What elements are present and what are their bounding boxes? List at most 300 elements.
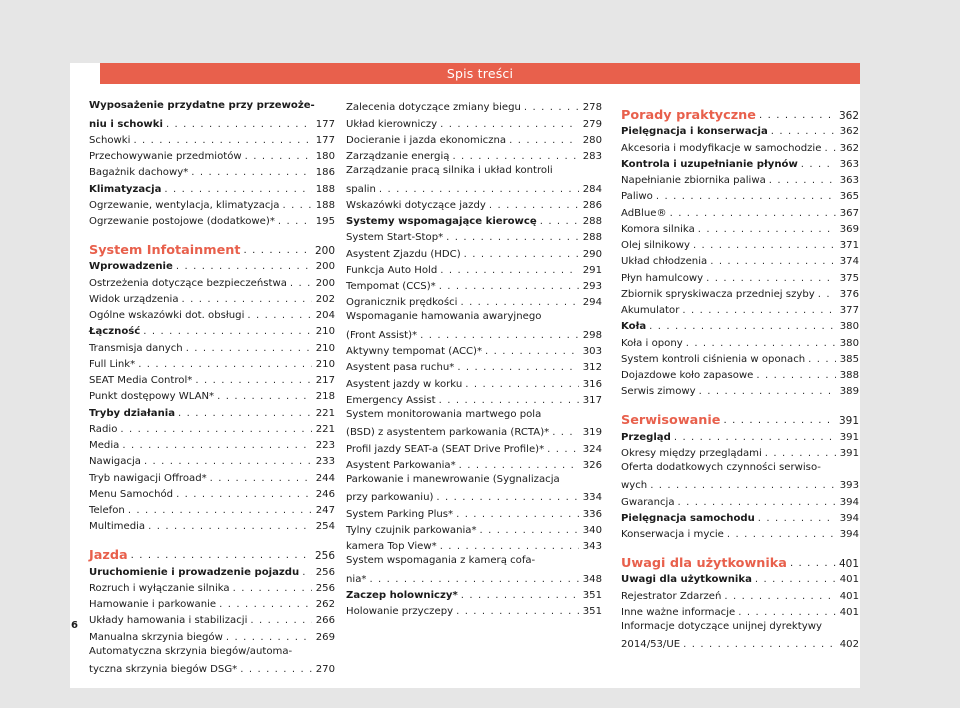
dot-leader	[379, 183, 579, 197]
toc-entry[interactable]	[346, 327, 602, 343]
toc-entry[interactable]	[621, 204, 859, 220]
toc-entry[interactable]	[346, 538, 602, 554]
toc-entry[interactable]	[89, 180, 335, 196]
toc-entry-title: Uwagi dla użytkownika	[621, 556, 787, 571]
toc-page-number: 326	[582, 459, 602, 471]
toc-entry[interactable]	[621, 493, 859, 509]
toc-entry[interactable]	[89, 453, 335, 469]
dot-leader	[186, 342, 312, 356]
toc-page-number: 290	[582, 248, 602, 260]
toc-page-number: 286	[582, 199, 602, 211]
toc-entry[interactable]	[346, 359, 602, 375]
toc-page-number: 294	[582, 297, 602, 309]
toc-section-heading[interactable]	[89, 234, 335, 258]
toc-entry-title: Wskazówki dotyczące jazdy	[346, 199, 486, 211]
dot-leader	[693, 239, 836, 253]
toc-entry[interactable]	[89, 307, 335, 323]
dot-leader	[369, 573, 579, 587]
toc-page-number: 362	[839, 142, 859, 154]
toc-entry-title: Zalecenia dotyczące zmiany biegu	[346, 102, 521, 114]
toc-page-number: 380	[839, 321, 859, 333]
toc-entry-title: (Front Assist)*	[346, 329, 418, 341]
toc-entry[interactable]	[621, 139, 859, 155]
toc-page-number: 269	[315, 631, 335, 643]
dot-leader	[439, 394, 579, 408]
toc-page-number: 389	[839, 386, 859, 398]
toc-entry[interactable]	[89, 437, 335, 453]
dot-leader	[459, 459, 579, 473]
toc-entry[interactable]	[346, 440, 602, 456]
toc-entry-title: Ogranicznik prędkości	[346, 297, 458, 309]
toc-entry[interactable]	[621, 383, 859, 399]
dot-leader	[233, 582, 312, 596]
dot-leader	[138, 358, 312, 372]
dot-leader	[182, 293, 312, 307]
toc-entry[interactable]	[621, 477, 859, 493]
dot-leader	[420, 329, 579, 343]
dot-leader	[440, 118, 579, 132]
toc-page-number: 256	[315, 582, 335, 594]
toc-entry-title: Menu Samochód	[89, 488, 174, 500]
toc-page-number: 279	[582, 118, 602, 130]
toc-entry-title: Systemy wspomagające kierowcę	[346, 216, 537, 227]
toc-entry[interactable]	[346, 570, 602, 586]
toc-page-number: 186	[315, 167, 335, 179]
toc-entry-title: kamera Top View*	[346, 541, 437, 552]
toc-page-number: 303	[582, 346, 602, 357]
toc-entry[interactable]	[89, 132, 335, 148]
dot-leader	[164, 183, 312, 197]
toc-entry-title: tyczna skrzynia biegów DSG*	[89, 664, 238, 675]
toc-entry[interactable]	[621, 286, 859, 302]
toc-page-number: 291	[582, 264, 602, 276]
toc-entry[interactable]	[346, 99, 602, 115]
toc-entry-line: System wspomagania z kamerą cofa-	[346, 555, 536, 566]
toc-entry-title: AdBlue®	[621, 207, 667, 219]
dot-leader	[210, 472, 312, 486]
toc-entry-title: niu i schowki	[89, 118, 163, 130]
toc-page-number: 223	[315, 440, 335, 451]
dot-leader	[765, 447, 836, 461]
toc-page-number: 244	[315, 472, 335, 484]
toc-entry-title: Okresy między przeglądami	[621, 447, 762, 459]
toc-entry-line: Wyposażenie przydatne przy przewoże-	[89, 100, 315, 111]
toc-page-number: 362	[838, 110, 859, 122]
toc-page-number: 188	[315, 183, 335, 195]
toc-page-number: 394	[839, 496, 859, 508]
toc-entry-title: przy parkowaniu)	[346, 492, 434, 504]
dot-leader	[674, 431, 836, 445]
dot-leader	[755, 573, 836, 587]
toc-page-number: 348	[582, 573, 602, 585]
toc-entry[interactable]	[89, 258, 335, 274]
toc-entry-title: 2014/53/UE	[621, 639, 681, 651]
toc-entry-title: Asystent pasa ruchu*	[346, 362, 455, 374]
toc-entry-title: Tylny czujnik parkowania*	[346, 524, 477, 536]
toc-column-1	[89, 99, 335, 677]
toc-entry[interactable]	[346, 180, 602, 196]
toc-entry-line: Parkowanie i manewrowanie (Sygnalizacja	[346, 473, 560, 485]
dot-leader	[122, 439, 312, 453]
dot-leader	[290, 277, 312, 291]
dot-leader	[756, 369, 836, 383]
dot-leader	[485, 345, 579, 359]
toc-entry-title: Bagażnik dachowy*	[89, 167, 189, 179]
toc-entry[interactable]	[346, 603, 602, 619]
dot-leader	[724, 590, 836, 604]
toc-entry-title: Płyn hamulcowy	[621, 272, 704, 284]
dot-leader	[240, 663, 312, 677]
dot-leader	[656, 190, 836, 204]
dot-leader	[176, 260, 312, 274]
dot-leader	[489, 199, 579, 213]
toc-page-number: 256	[314, 550, 335, 563]
toc-entry-title: Manualna skrzynia biegów	[89, 631, 223, 643]
toc-entry-title: Porady praktyczne	[621, 108, 756, 123]
toc-entry[interactable]	[89, 197, 335, 213]
toc-entry[interactable]	[346, 424, 602, 440]
toc-page-number: 210	[315, 326, 335, 338]
dot-leader	[247, 309, 312, 323]
dot-leader	[436, 491, 579, 505]
toc-page-number: 369	[839, 223, 859, 235]
toc-page-number: 391	[839, 447, 859, 459]
toc-entry[interactable]	[346, 457, 602, 473]
toc-entry[interactable]	[89, 323, 335, 339]
toc-page-number: 363	[839, 158, 859, 170]
dot-leader	[683, 638, 836, 652]
toc-entry-title: (BSD) z asystentem parkowania (RCTA)*	[346, 427, 550, 439]
toc-entry-title: Układ chłodzenia	[621, 256, 708, 268]
toc-entry-title: Ogólne wskazówki dot. obsługi	[89, 310, 245, 321]
toc-entry[interactable]	[89, 580, 335, 596]
toc-entry-title: Rozruch i wyłączanie silnika	[89, 582, 230, 594]
toc-entry-title: wych	[621, 480, 648, 492]
toc-entry-title: Schowki	[89, 134, 131, 146]
toc-entry-title: Łączność	[89, 326, 141, 338]
dot-leader	[461, 589, 579, 603]
toc-page-number: 367	[839, 207, 859, 219]
dot-leader	[133, 134, 312, 148]
toc-entry[interactable]	[621, 604, 859, 620]
toc-entry[interactable]	[89, 421, 335, 437]
toc-entry[interactable]	[346, 148, 602, 164]
toc-entry[interactable]	[346, 522, 602, 538]
toc-entry[interactable]	[89, 372, 335, 388]
toc-section-heading[interactable]	[621, 547, 859, 571]
toc-page-number: 288	[582, 232, 602, 244]
toc-page-number: 393	[839, 480, 859, 492]
toc-entry-title: Klimatyzacja	[89, 183, 162, 195]
toc-entry-title: Uwagi dla użytkownika	[621, 574, 752, 586]
toc-entry-title: Emergency Assist	[346, 394, 436, 406]
toc-entry-title: Układ kierowniczy	[346, 118, 438, 130]
dot-leader	[143, 325, 312, 339]
toc-entry[interactable]	[346, 262, 602, 278]
dot-leader	[217, 390, 312, 404]
toc-page-number: 278	[582, 102, 602, 114]
dot-leader	[699, 385, 836, 399]
toc-page-number: 195	[315, 216, 335, 227]
toc-entry[interactable]	[89, 404, 335, 420]
toc-entry-title: SEAT Media Control*	[89, 375, 193, 386]
toc-page-number: 340	[582, 524, 602, 536]
dot-leader	[771, 125, 836, 139]
dot-leader	[144, 455, 312, 469]
toc-page-number: 221	[315, 423, 335, 435]
toc-entry[interactable]	[89, 518, 335, 534]
toc-entry-title: Profil jazdy SEAT-a (SEAT Drive Profile)*	[346, 443, 545, 455]
toc-entry-title: Ogrzewanie, wentylacja, klimatyzacja	[89, 199, 280, 211]
toc-entry[interactable]	[621, 587, 859, 603]
toc-page-number: 377	[839, 305, 859, 316]
toc-page-number: 324	[582, 443, 602, 455]
toc-entry[interactable]	[89, 661, 335, 677]
toc-page-number: 316	[582, 378, 602, 390]
toc-entry[interactable]	[621, 571, 859, 587]
dot-leader	[439, 280, 579, 294]
toc-entry-title: Multimedia	[89, 521, 146, 533]
toc-entry-title: Asystent jazdy w korku	[346, 378, 463, 390]
page-header: Spis treści	[100, 63, 860, 84]
toc-entry[interactable]	[89, 596, 335, 612]
toc-entry[interactable]	[89, 339, 335, 355]
toc-entry-title: Full Link*	[89, 358, 136, 370]
toc-entry[interactable]	[346, 505, 602, 521]
toc-entry-line: Wspomaganie hamowania awaryjnego	[346, 311, 542, 323]
toc-page-number: 202	[315, 293, 335, 305]
toc-entry[interactable]	[89, 291, 335, 307]
toc-entry[interactable]	[89, 502, 335, 518]
toc-entry[interactable]	[346, 375, 602, 391]
dot-leader	[302, 566, 312, 580]
toc-entry-title: Jazda	[89, 548, 128, 564]
toc-page-number: 200	[315, 277, 335, 289]
dot-leader	[758, 512, 836, 526]
toc-entry[interactable]	[346, 229, 602, 245]
toc-entry-title: Tempomat (CCS)*	[346, 281, 436, 292]
dot-leader	[278, 215, 312, 229]
dot-leader	[176, 488, 312, 502]
toc-page-number: 363	[839, 175, 859, 186]
toc-page-number: 180	[315, 151, 335, 162]
toc-page-number: 262	[315, 599, 335, 610]
toc-page-number: 401	[838, 558, 859, 570]
toc-entry[interactable]	[89, 486, 335, 502]
dot-leader	[682, 304, 836, 318]
toc-page-number: 351	[582, 606, 602, 617]
toc-entry[interactable]	[89, 612, 335, 628]
toc-entry-title: System Parking Plus*	[346, 508, 454, 520]
toc-section-heading[interactable]	[621, 99, 859, 123]
dot-leader	[723, 414, 835, 428]
toc-entry-title: nia*	[346, 573, 367, 585]
toc-section-heading[interactable]	[89, 539, 335, 563]
dot-leader	[250, 614, 312, 628]
toc-page-number: 284	[582, 183, 602, 195]
toc-entry[interactable]	[89, 274, 335, 290]
toc-entry[interactable]	[621, 302, 859, 318]
toc-page-number: 336	[582, 508, 602, 520]
dot-leader	[460, 296, 579, 310]
toc-entry-title: Pielęgnacja samochodu	[621, 512, 755, 524]
toc-entry[interactable]	[89, 469, 335, 485]
toc-entry-title: spalin	[346, 183, 376, 195]
toc-entry[interactable]	[621, 156, 859, 172]
toc-entry-title: Gwarancja	[621, 496, 675, 508]
dot-leader	[440, 540, 579, 554]
toc-entry[interactable]	[621, 351, 859, 367]
toc-section-heading[interactable]	[621, 404, 859, 428]
toc-entry[interactable]	[621, 636, 859, 652]
toc-page-number: 394	[839, 512, 859, 524]
toc-entry[interactable]	[621, 172, 859, 188]
toc-page-number: 177	[315, 134, 335, 146]
toc-page-number: 188	[315, 199, 335, 211]
toc-page-number: 200	[315, 261, 335, 273]
toc-page-number: 391	[839, 431, 859, 443]
toc-page-number: 247	[315, 505, 335, 516]
dot-leader	[456, 605, 579, 619]
dot-leader	[452, 150, 579, 164]
page-number: 6	[71, 620, 78, 631]
toc-entry[interactable]	[621, 526, 859, 542]
toc-entry[interactable]	[346, 343, 602, 359]
dot-leader	[219, 598, 312, 612]
toc-entry[interactable]	[89, 115, 335, 131]
dot-leader	[710, 255, 836, 269]
toc-entry-title: Ogrzewanie postojowe (dodatkowe)*	[89, 216, 275, 227]
toc-entry[interactable]	[346, 132, 602, 148]
toc-entry[interactable]	[346, 392, 602, 408]
toc-entry-title: Asystent Parkowania*	[346, 459, 456, 471]
toc-page-number: 266	[315, 615, 335, 627]
toc-page-number: 204	[315, 310, 335, 321]
toc-entry-title: Napełnianie zbiornika paliwa	[621, 175, 766, 186]
toc-entry-line: Zarządzanie pracą silnika i układ kontroli	[346, 165, 553, 176]
toc-entry[interactable]	[621, 269, 859, 285]
toc-entry[interactable]	[89, 164, 335, 180]
toc-page-number: 380	[839, 337, 859, 349]
toc-entry-title: Zbiornik spryskiwacza przedniej szyby	[621, 288, 815, 300]
toc-entry[interactable]	[89, 628, 335, 644]
dot-leader	[540, 215, 579, 229]
dot-leader	[801, 158, 836, 172]
toc-entry[interactable]	[621, 318, 859, 334]
toc-entry[interactable]	[89, 388, 335, 404]
dot-leader	[464, 248, 579, 262]
dot-leader	[509, 134, 579, 148]
toc-page-number: 246	[315, 488, 335, 500]
toc-entry-title: Punkt dostępowy WLAN*	[89, 391, 215, 403]
toc-entry[interactable]	[621, 237, 859, 253]
toc-entry[interactable]	[89, 563, 335, 579]
toc-page-number: 391	[838, 415, 859, 428]
toc-page-number: 218	[315, 391, 335, 403]
toc-page-number: 334	[582, 492, 602, 504]
toc-entry[interactable]	[346, 213, 602, 229]
dot-leader	[457, 361, 579, 375]
toc-page-number: 351	[582, 589, 602, 601]
dot-leader	[524, 101, 579, 115]
toc-entry-title: Nawigacja	[89, 456, 141, 468]
toc-entry[interactable]	[621, 334, 859, 350]
toc-entry-title: Serwisowanie	[621, 413, 721, 429]
dot-leader	[738, 606, 836, 620]
dot-leader	[440, 264, 579, 278]
toc-entry[interactable]	[89, 213, 335, 229]
dot-leader	[552, 426, 579, 440]
toc-entry[interactable]	[621, 510, 859, 526]
toc-page-number: 293	[582, 281, 602, 292]
dot-leader	[465, 378, 579, 392]
toc-entry-title: Konserwacja i mycie	[621, 529, 724, 540]
toc-page-number: 401	[839, 574, 859, 586]
toc-entry-title: Transmisja danych	[89, 342, 183, 354]
dot-leader	[456, 508, 579, 522]
toc-entry-title: Przechowywanie przedmiotów	[89, 151, 242, 162]
toc-entry-title: Media	[89, 440, 120, 451]
dot-leader	[698, 223, 836, 237]
toc-entry-title: Akumulator	[621, 305, 680, 316]
toc-entry[interactable]	[89, 148, 335, 164]
toc-entry[interactable]	[621, 445, 859, 461]
toc-entry[interactable]	[346, 115, 602, 131]
toc-page-number: 288	[582, 216, 602, 227]
toc-page-number: 401	[839, 606, 859, 618]
toc-page-number: 365	[839, 191, 859, 203]
toc-entry-title: Koła	[621, 321, 647, 333]
toc-column-3	[621, 99, 859, 652]
toc-entry[interactable]	[346, 278, 602, 294]
dot-leader	[759, 109, 836, 123]
toc-entry-title: Akcesoria i modyfikacje w samochodzie	[621, 142, 822, 154]
toc-entry[interactable]	[621, 123, 859, 139]
toc-entry-title: Telefon	[89, 505, 125, 516]
toc-entry-title: Koła i opony	[621, 337, 683, 349]
toc-entry-line: Oferta dodatkowych czynności serwiso-	[621, 461, 821, 473]
toc-entry[interactable]	[621, 188, 859, 204]
toc-entry[interactable]	[621, 367, 859, 383]
toc-page-number: 210	[315, 342, 335, 354]
toc-entry-title: Tryb nawigacji Offroad*	[89, 472, 207, 484]
toc-page-number: 254	[315, 521, 335, 533]
toc-entry[interactable]	[346, 587, 602, 603]
toc-entry[interactable]	[621, 253, 859, 269]
toc-page-number: 375	[839, 272, 859, 284]
toc-page-number: 317	[582, 394, 602, 406]
toc-entry[interactable]	[89, 356, 335, 372]
dot-leader	[670, 207, 836, 221]
dot-leader	[650, 479, 836, 493]
toc-entry[interactable]	[346, 489, 602, 505]
toc-entry[interactable]	[621, 428, 859, 444]
dot-leader	[808, 353, 836, 367]
toc-page-number: 177	[315, 118, 335, 130]
toc-entry-title: Serwis zimowy	[621, 386, 696, 398]
toc-page-number: 371	[839, 240, 859, 251]
toc-entry-title: Olej silnikowy	[621, 240, 690, 251]
toc-column-2	[346, 99, 602, 619]
toc-page-number: 402	[839, 639, 859, 651]
toc-entry[interactable]	[346, 197, 602, 213]
toc-entry[interactable]	[621, 221, 859, 237]
toc-entry-title: Docieranie i jazda ekonomiczna	[346, 134, 507, 146]
toc-page-number: 376	[839, 288, 859, 300]
toc-entry[interactable]	[346, 294, 602, 310]
toc-entry[interactable]	[346, 245, 602, 261]
toc-page-number: 256	[315, 566, 335, 578]
